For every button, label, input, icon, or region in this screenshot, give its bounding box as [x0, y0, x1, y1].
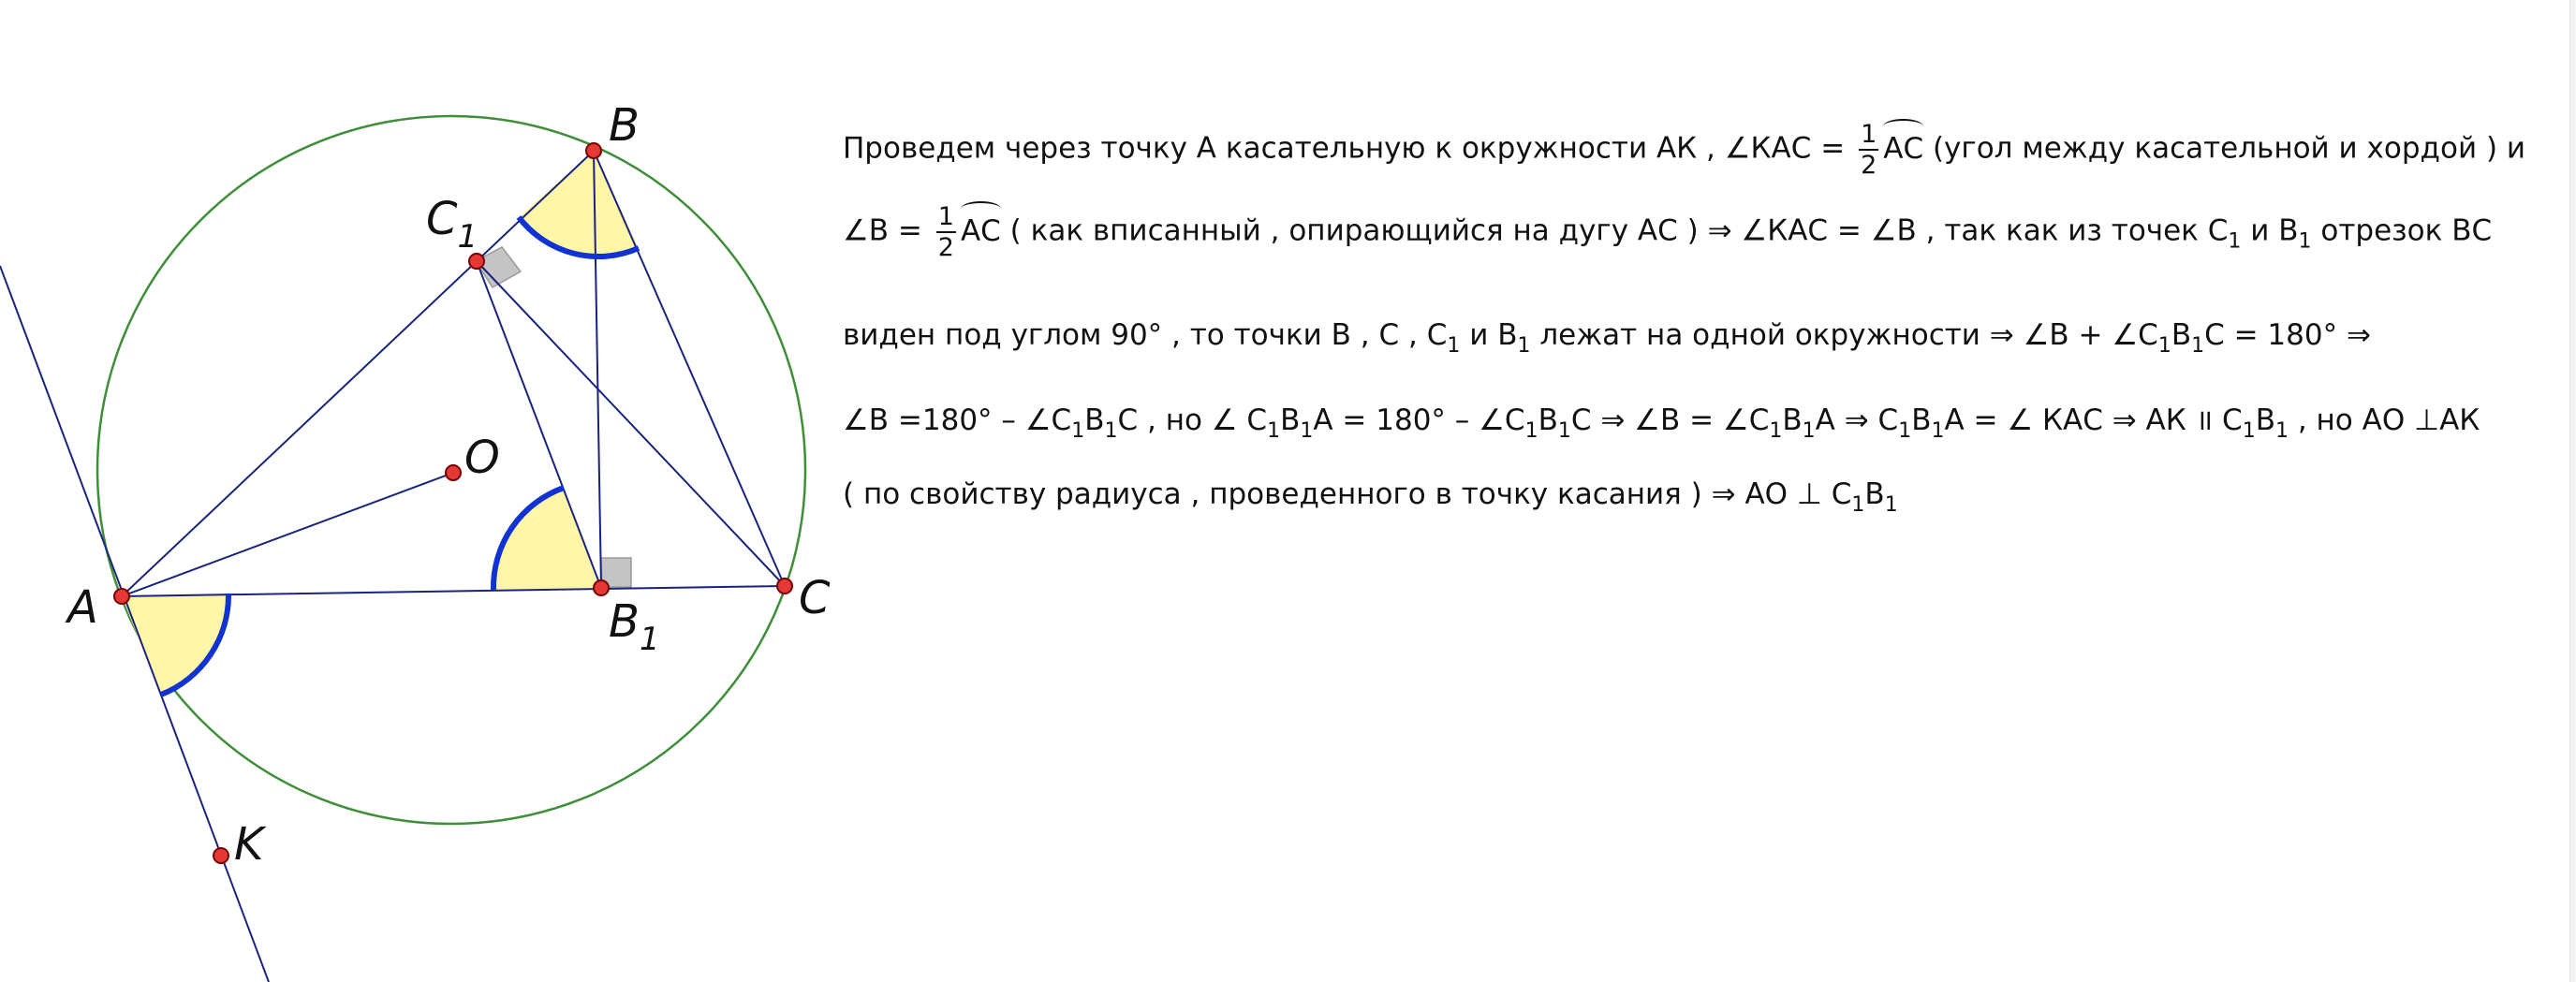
arc-ac: АС [1883, 126, 1923, 166]
fraction-half: $\frac{1}{2}$ [937, 202, 954, 262]
fraction-half: $\frac{1}{2}$ [1861, 120, 1877, 180]
label-k: K [234, 818, 264, 871]
proof-line-3: виден под углом 90° , то точки В , С , $С_1$ и $В_1$ лежат на одной окружности ⇒ ∠В + $\angle С_1В_1С = 180^\circ$ ⇒ [843, 318, 2371, 358]
point-o [446, 465, 461, 480]
label-c: C [799, 572, 831, 624]
scrollbar-edge [2569, 0, 2576, 982]
label-c1-main: C [426, 193, 458, 245]
point-c [777, 579, 792, 594]
proof-line-1: Проведем через точку А касательную к окружности АК , ∠КАС = $\frac{1}{2}$ АС (угол между касательной и хордой ) и [843, 120, 2526, 180]
label-b1 [609, 595, 660, 658]
label-b1-sub: 1 [639, 621, 660, 658]
angle-kac-fill [122, 594, 228, 695]
label-c1-sub: 1 [457, 218, 478, 256]
proof-line-2: ∠В = $\frac{1}{2}$ АС ( как вписанный , опирающийся на дугу АС ) ⇒ ∠КАС = ∠В , так как из точек $С_1$ и $В_1$ отрезок ВС [843, 202, 2493, 262]
label-o: O [464, 432, 500, 484]
segment-ac [122, 586, 785, 596]
point-b1 [594, 580, 609, 595]
label-b1-main: B [609, 595, 640, 648]
arc-ac: АС [961, 209, 1001, 248]
point-c1 [469, 254, 484, 269]
label-c1 [426, 193, 478, 256]
label-b: B [609, 99, 640, 152]
point-k [213, 848, 228, 863]
segment-bc [594, 151, 785, 586]
label-a: A [67, 581, 98, 634]
proof-line-4: ∠В $=180^\circ - \angle С_1В_1С$ , но ∠ $С_1В_1А = 180^\circ$ – $\angle С_1В_1С$ ⇒ ∠В = $\angle С_1В_1А$ ⇒ $С_1В_1А$ = ∠ КАС ⇒ АК ॥ $С_1В_1$ , но АО ⊥АК [843, 403, 2480, 443]
proof-line-5: ( по свойству радиуса , проведенного в точку касания ) ⇒ АО ⊥ $С_1В_1$ [843, 477, 1898, 517]
point-a [114, 589, 129, 604]
radius-ao [122, 473, 453, 596]
tangent-line-ak [0, 266, 269, 982]
point-b [586, 143, 601, 158]
